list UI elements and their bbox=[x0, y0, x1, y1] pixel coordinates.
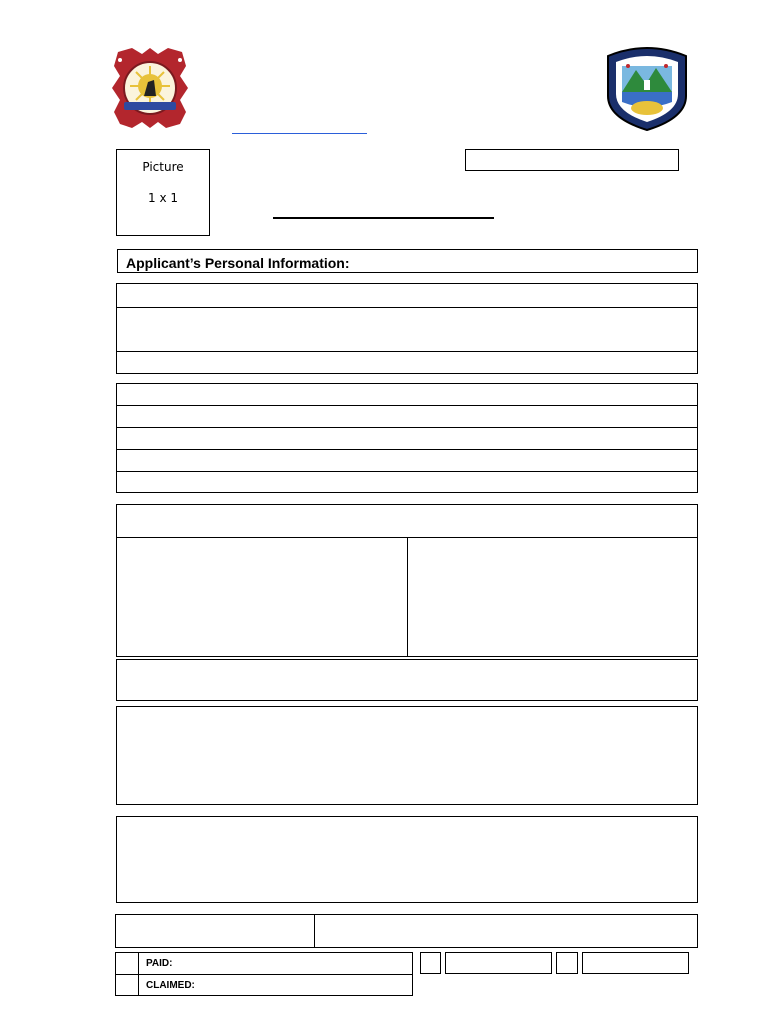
personal-info-block-1 bbox=[116, 283, 698, 374]
section-title: Applicant’s Personal Information: bbox=[126, 255, 350, 271]
personal-info-block-6 bbox=[116, 816, 698, 903]
option-checkbox-1[interactable] bbox=[420, 952, 441, 974]
block-3-column-divider bbox=[407, 537, 408, 657]
paid-claimed-table bbox=[115, 952, 413, 996]
picture-label: Picture bbox=[142, 160, 184, 174]
block-2-row-divider-4 bbox=[117, 471, 697, 472]
personal-info-block-2 bbox=[116, 383, 698, 493]
pnp-seal-logo bbox=[110, 46, 190, 130]
block-7-column-divider bbox=[314, 915, 315, 947]
claimed-label: CLAIMED: bbox=[146, 980, 195, 991]
block-1-row-divider-2 bbox=[117, 351, 697, 352]
option-field-1[interactable] bbox=[445, 952, 552, 974]
paid-label: PAID: bbox=[146, 958, 173, 969]
name-signature-line bbox=[273, 217, 494, 219]
block-2-row-divider-1 bbox=[117, 405, 697, 406]
block-2-row-divider-2 bbox=[117, 427, 697, 428]
personal-info-section-header bbox=[117, 249, 698, 273]
control-number-field[interactable] bbox=[465, 149, 679, 171]
personal-info-block-5 bbox=[116, 706, 698, 805]
option-field-2[interactable] bbox=[582, 952, 689, 974]
block-1-row-divider-1 bbox=[117, 307, 697, 308]
block-2-row-divider-3 bbox=[117, 449, 697, 450]
paid-claimed-row-divider bbox=[116, 974, 412, 975]
paid-claimed-checkbox-divider bbox=[138, 953, 139, 995]
personal-info-block-3 bbox=[116, 504, 698, 657]
picture-placeholder-box bbox=[116, 149, 210, 236]
picture-size-label: 1 x 1 bbox=[148, 191, 178, 205]
website-link-underline[interactable] bbox=[232, 133, 367, 134]
personal-info-block-7 bbox=[115, 914, 698, 948]
personal-info-block-4 bbox=[116, 659, 698, 701]
option-checkbox-2[interactable] bbox=[556, 952, 578, 974]
regional-office-patch-logo bbox=[600, 44, 694, 132]
